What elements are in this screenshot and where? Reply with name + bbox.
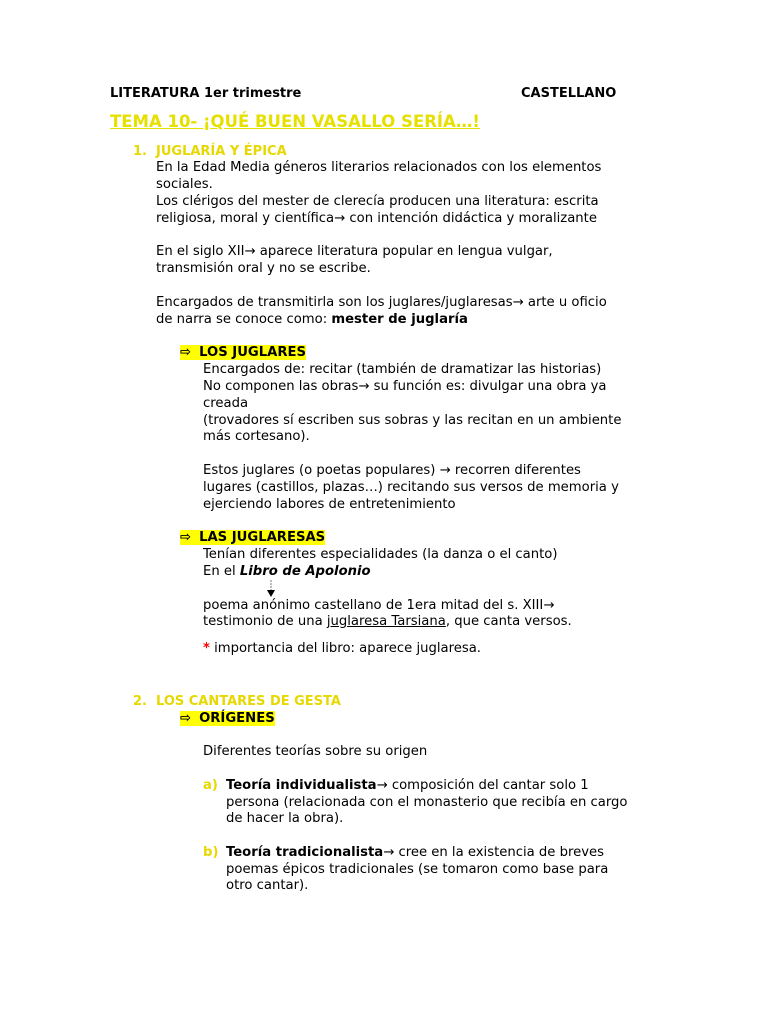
subheading-label: ORÍGENES xyxy=(199,711,275,726)
list-marker: a) xyxy=(203,778,218,793)
section-1-title: JUGLARÍA Y ÉPICA xyxy=(156,144,287,159)
paragraph-line xyxy=(156,311,468,328)
section-1-number: 1. xyxy=(133,144,147,159)
theory-name: Teoría tradicionalista xyxy=(226,845,384,860)
subheading-origenes xyxy=(180,710,275,727)
underlined-term: juglaresa Tarsiana xyxy=(326,614,446,629)
paragraph-line: En el siglo XII→ aparece literatura popular en lengua vulgar, xyxy=(156,244,553,259)
paragraph-line: En la Edad Media géneros literarios relacionados con los elementos xyxy=(156,160,602,175)
list-item-line xyxy=(226,844,604,861)
note-line xyxy=(203,640,481,657)
section-2-number: 2. xyxy=(133,694,147,709)
arrow-icon: ⇨ xyxy=(180,711,192,726)
paragraph-line: Encargados de transmitirla son los juglares/juglaresas→ arte u oficio xyxy=(156,295,607,310)
note-text: importancia del libro: aparece juglaresa. xyxy=(209,641,482,656)
paragraph-line: religiosa, moral y científica→ con intención didáctica y moralizante xyxy=(156,211,597,226)
paragraph-line xyxy=(203,613,572,630)
subheading-juglaresas xyxy=(180,529,325,546)
book-title: Libro de Apolonio xyxy=(239,564,371,579)
paragraph-line: Encargados de: recitar (también de dramatizar las historias) xyxy=(203,362,602,377)
section-2-title: LOS CANTARES DE GESTA xyxy=(156,694,341,709)
paragraph-text: → cree en la existencia de breves xyxy=(383,845,604,860)
list-item-b xyxy=(203,844,218,861)
section-1-heading xyxy=(133,143,287,160)
list-item-line: de hacer la obra). xyxy=(226,811,344,826)
paragraph-line: poema anónimo castellano de 1era mitad del s. XIII→ xyxy=(203,598,555,613)
paragraph-text: , que canta versos. xyxy=(445,614,572,629)
arrow-icon: ⇨ xyxy=(180,345,192,360)
paragraph-line: Diferentes teorías sobre su origen xyxy=(203,744,428,759)
down-arrow-icon xyxy=(266,579,276,599)
paragraph-line: más cortesano). xyxy=(203,429,310,444)
subheading-juglares xyxy=(180,344,306,361)
paragraph-line xyxy=(203,563,371,580)
list-item-line: otro cantar). xyxy=(226,878,309,893)
paragraph-line: Estos juglares (o poetas populares) → recorren diferentes xyxy=(203,463,581,478)
paragraph-line: (trovadores sí escriben sus sobras y las recitan en un ambiente xyxy=(203,413,622,428)
paragraph-line: No componen las obras→ su función es: divulgar una obra ya xyxy=(203,379,607,394)
section-2-heading xyxy=(133,693,341,710)
paragraph-text: testimonio de una xyxy=(203,614,327,629)
list-item-line: persona (relacionada con el monasterio que recibía en cargo xyxy=(226,795,628,810)
highlight-block xyxy=(180,530,325,545)
paragraph-text: de narra se conoce como: xyxy=(156,312,332,327)
highlight-block xyxy=(180,345,306,360)
bold-term: mester de juglaría xyxy=(331,312,468,327)
paragraph-line: creada xyxy=(203,396,249,411)
subheading-label: LAS JUGLARESAS xyxy=(199,530,326,545)
header-language: CASTELLANO xyxy=(521,86,617,101)
paragraph-line: transmisión oral y no se escribe. xyxy=(156,261,371,276)
paragraph-line: lugares (castillos, plazas…) recitando sus versos de memoria y xyxy=(203,480,619,495)
asterisk-icon: * xyxy=(203,641,210,656)
list-item-line: poemas épicos tradicionales (se tomaron como base para xyxy=(226,862,609,877)
subheading-label: LOS JUGLARES xyxy=(199,345,307,360)
paragraph-text: → composición del cantar solo 1 xyxy=(376,778,589,793)
page-title: TEMA 10- ¡QUÉ BUEN VASALLO SERÍA…! xyxy=(110,112,480,131)
paragraph-line: Los clérigos del mester de clerecía producen una literatura: escrita xyxy=(156,194,599,209)
paragraph-line: sociales. xyxy=(156,177,213,192)
paragraph-line: Tenían diferentes especialidades (la danza o el canto) xyxy=(203,547,558,562)
list-item-line xyxy=(226,777,589,794)
paragraph-text: En el xyxy=(203,564,240,579)
list-item-a xyxy=(203,777,218,794)
theory-name: Teoría individualista xyxy=(226,778,377,793)
paragraph-line: ejerciendo labores de entretenimiento xyxy=(203,497,456,512)
arrow-icon: ⇨ xyxy=(180,530,192,545)
header-subject: LITERATURA 1er trimestre xyxy=(110,86,302,101)
highlight-block xyxy=(180,711,275,726)
list-marker: b) xyxy=(203,845,219,860)
